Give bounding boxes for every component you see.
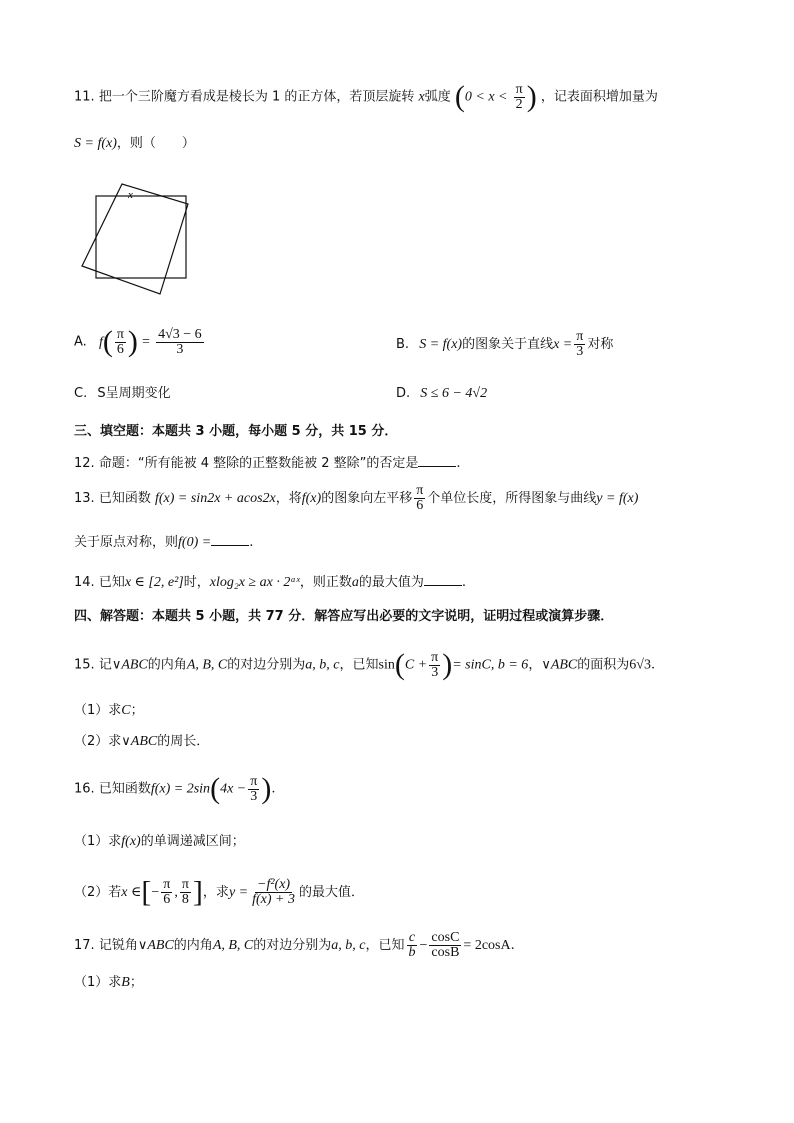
q11-range: 0 < x < xyxy=(464,89,508,105)
q17-sub1-end: ； xyxy=(129,975,143,990)
q11-line2 xyxy=(74,134,195,154)
q15-number: 15. xyxy=(74,657,95,673)
q11-var: x xyxy=(418,89,425,105)
q17-text: 记锐角∨ xyxy=(98,938,148,953)
q14-text: 时， xyxy=(183,575,210,590)
option-b-x: x = xyxy=(553,337,573,352)
period: . xyxy=(456,456,461,471)
q14-text: 已知 xyxy=(98,575,125,590)
q15-area: 6√3 xyxy=(629,657,651,673)
q11-option-d xyxy=(396,384,487,404)
option-b-fx: S = f(x) xyxy=(419,337,463,352)
q15-text: ，已知 xyxy=(339,657,379,673)
q13-fx: f(x) xyxy=(301,491,322,506)
option-c-text: S呈周期变化 xyxy=(97,386,171,401)
q17-eq: = 2cosA xyxy=(463,938,511,953)
option-a-f: f xyxy=(98,334,103,350)
q13-number: 13. xyxy=(74,491,95,506)
right-paren: ) xyxy=(526,80,537,113)
q17-number: 17. xyxy=(74,938,95,953)
left-paren: ( xyxy=(454,80,465,113)
q15-sub2 xyxy=(74,732,209,752)
q15-sub1 xyxy=(74,701,144,721)
q14-text: ，则正数 xyxy=(299,575,352,590)
period: . xyxy=(271,781,276,797)
q13-curve: y = f(x) xyxy=(596,491,639,506)
q13-text: ，将 xyxy=(275,491,302,506)
q13-text: 已知函数 xyxy=(98,491,151,506)
q16-sub1 xyxy=(74,832,245,852)
q17-sides: a, b, c xyxy=(331,938,366,953)
q11-line1 xyxy=(74,82,658,112)
q16-number: 16. xyxy=(74,781,95,797)
q16-sub1-end: 的单调递减区间； xyxy=(140,834,245,849)
triangle-abc: ABC xyxy=(121,657,148,673)
q11-option-c xyxy=(74,384,171,404)
q14 xyxy=(74,571,466,593)
option-a-value: $\frac{4√3 - 6}{3}$ xyxy=(158,326,202,357)
q11-text: 把一个三阶魔方看成是棱长为 1 的正方体，若顶层旋转 xyxy=(98,89,415,105)
q14-inequality: xlog₂x ≥ ax · 2ᵃˣ xyxy=(209,575,300,590)
q15-sub1-c: C xyxy=(121,703,131,718)
q16-sub2: （2）若x ∈[− $\frac{\pi}{6}$ , $\frac{\pi}{8}$ ]，求y = $\frac{\text{−f²(x)}}{f(x) + 3}$ 的最大值． xyxy=(74,875,364,909)
q12-number: 12. xyxy=(74,456,95,471)
option-label: B. xyxy=(396,337,410,352)
q16-function: f(x) = 2sin xyxy=(150,781,211,797)
option-label: C. xyxy=(74,386,88,401)
figure-x-label: x xyxy=(128,189,133,201)
q16-text: 已知函数 xyxy=(98,781,151,797)
q13-f0: f(0) = xyxy=(178,535,212,550)
q15-text: ，∨ xyxy=(528,657,551,673)
answer-blank xyxy=(418,452,456,467)
q11-number: 11. xyxy=(74,89,95,105)
q15-text: 的内角 xyxy=(147,657,187,673)
q15-sub2-end: 的周长． xyxy=(157,734,210,749)
q15-sides: a, b, c xyxy=(305,657,340,673)
triangle-abc: ABC xyxy=(147,938,174,953)
q14-number: 14. xyxy=(74,575,95,590)
period: . xyxy=(461,575,467,590)
triangle-abc: ABC xyxy=(550,657,578,673)
option-b-text: 的图象关于直线 xyxy=(462,337,554,352)
q17-sub1-b: B xyxy=(121,975,130,990)
q15-angles: A, B, C xyxy=(186,657,228,673)
option-label: D. xyxy=(396,386,411,401)
q16-sub2-end: 的最大值． xyxy=(298,885,364,900)
q16-sub2-text: （2）若 xyxy=(74,885,122,900)
option-d-text: S ≤ 6 − 4√2 xyxy=(420,386,488,401)
rubik-rotation-figure xyxy=(80,176,200,296)
q15-sub1-end: ； xyxy=(130,703,144,718)
q13-line1: 13. 已知函数 f(x) = sin2x + acos2x，将f(x)的图象向左平移 $\frac{\pi}{6}$ 个单位长度，所得图象与曲线y = f(x) xyxy=(74,483,639,513)
q13-function: f(x) = sin2x + acos2x xyxy=(154,491,276,506)
q12 xyxy=(74,452,461,474)
q16-sub1-fx: f(x) xyxy=(121,834,141,849)
q13-text: 的图象向左平移 xyxy=(321,491,413,506)
q13-line2 xyxy=(74,531,253,553)
q11-option-b: B. S = f(x)的图象关于直线x = $\frac{\pi}{3}$ 对称 xyxy=(396,329,614,359)
q17-sub1 xyxy=(74,973,143,993)
q17-text: 的对边分别为 xyxy=(253,938,332,953)
q15-text: 的对边分别为 xyxy=(227,657,306,673)
q12-text: 命题：“所有能被 4 整除的正整数能被 2 整除”的否定是 xyxy=(98,456,419,471)
triangle-abc: ABC xyxy=(130,734,158,749)
q17-sub1-text: （1）求 xyxy=(74,975,122,990)
q11-option-a: A. f( $\frac{\pi}{6}$ ) = $\frac{4√3 - 6}{3}$ xyxy=(74,325,202,358)
comma: , xyxy=(174,885,178,900)
q16-sub1-text: （1）求 xyxy=(74,834,122,849)
q14-a: a xyxy=(351,575,359,590)
q11-frac: $\frac{\pi}{2}$ xyxy=(515,81,523,112)
minus: − xyxy=(151,885,160,900)
q17-angles: A, B, C xyxy=(212,938,254,953)
q15-eq: = sinC, b = 6 xyxy=(452,657,529,673)
q16-sub2-text: ，求 xyxy=(202,885,229,900)
option-b-text: 对称 xyxy=(587,337,614,352)
q16-inner: 4x − xyxy=(220,781,247,797)
q17-text: 的内角 xyxy=(173,938,213,953)
q16-y: y = xyxy=(228,885,249,900)
q15-sin: sin xyxy=(378,657,395,673)
q11-text: 弧度 xyxy=(424,89,451,105)
q16-line1: 16. 已知函数f(x) = 2sin(4x − $\frac{\pi}{3}$ ). xyxy=(74,772,276,805)
answer-blank xyxy=(211,531,249,546)
q13-text: 关于原点对称，则 xyxy=(74,535,179,550)
q11-text: ，则（ ） xyxy=(116,136,195,151)
section-4-heading: 四、解答题：本题共 5 小题，共 77 分．解答应写出必要的文字说明，证明过程或演算步骤． xyxy=(74,609,614,624)
q11-text: ，记表面积增加量为 xyxy=(540,89,658,105)
answer-blank xyxy=(424,571,462,586)
q17-text: ，已知 xyxy=(365,938,405,953)
minus: − xyxy=(419,938,428,953)
q15-cplus: C + xyxy=(404,657,428,673)
option-label: A. xyxy=(74,334,87,350)
q15-line1: 15. 记∨ABC的内角A, B, C的对边分别为a, b, c，已知sin(C + $\frac{\pi}{3}$ )= sinC, b = 6，∨ABC的面积为6√3. xyxy=(74,648,656,681)
q15-text: 记∨ xyxy=(98,657,122,673)
period: . xyxy=(249,535,254,550)
q14-condition: x ∈ [2, e²] xyxy=(124,575,184,590)
q17-line1: 17. 记锐角∨ABC的内角A, B, C的对边分别为a, b, c，已知 $\frac{c}{b}$ − $\frac{\cos C}{\cos B}$ = 2cosA. xyxy=(74,930,515,960)
q16-sub2-x: x ∈ xyxy=(121,885,142,900)
q15-text: 的面积为 xyxy=(577,657,630,673)
q11-function: S = f(x) xyxy=(74,136,117,151)
period: . xyxy=(510,938,515,953)
period: . xyxy=(650,657,656,673)
q16-fraction: $\frac{\text{−f²(x)}}{f(x) + 3}$ xyxy=(252,877,295,907)
q15-sub2-text: （2）求∨ xyxy=(74,734,131,749)
q14-text: 的最大值为 xyxy=(358,575,424,590)
q13-text: 个单位长度，所得图象与曲线 xyxy=(427,491,597,506)
section-3-heading: 三、填空题：本题共 3 小题，每小题 5 分，共 15 分． xyxy=(74,424,398,439)
q15-sub1-text: （1）求 xyxy=(74,703,122,718)
